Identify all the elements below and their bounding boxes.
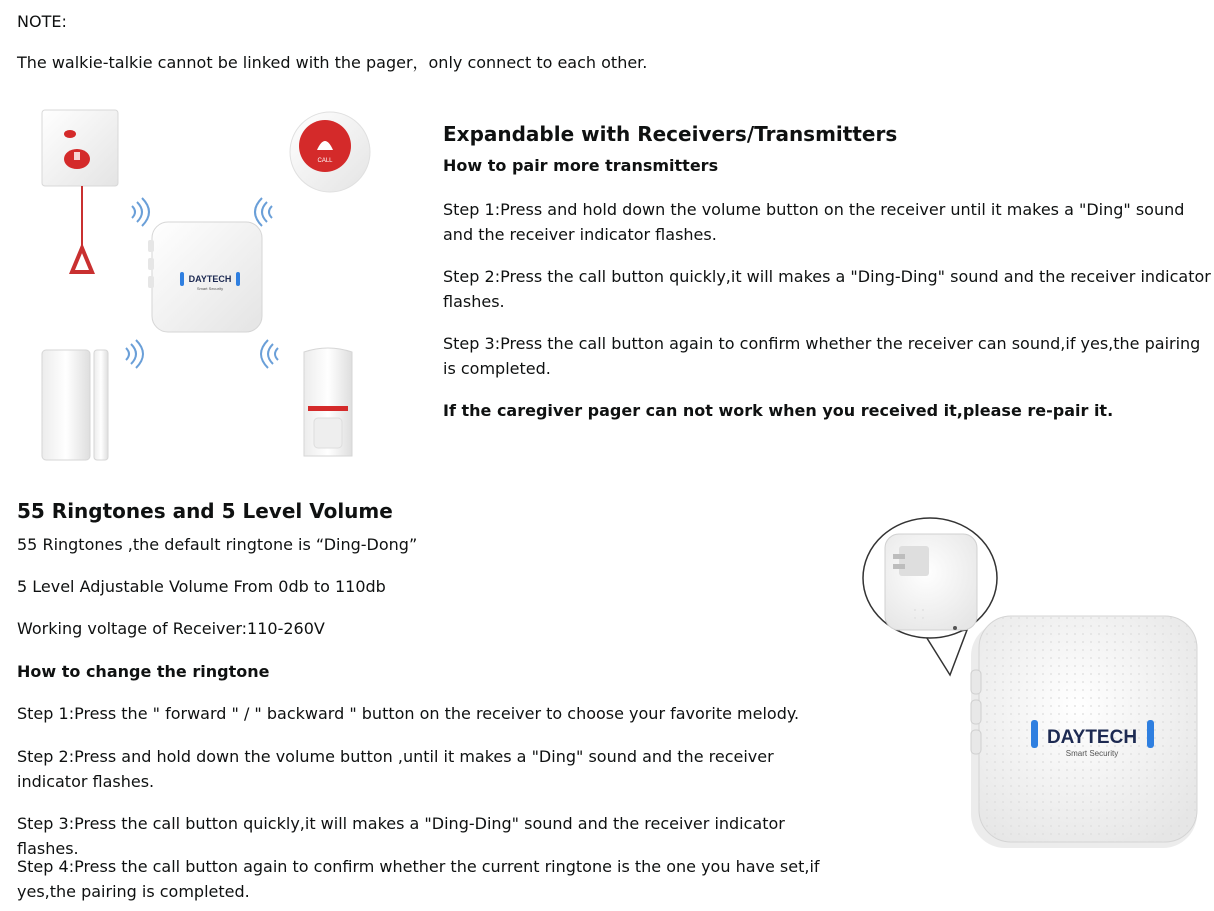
ringtones-heading: 55 Ringtones and 5 Level Volume: [17, 499, 393, 523]
motion-sensor: [304, 348, 352, 456]
product-family-image: [20, 100, 390, 470]
pairing-subheading: How to pair more transmitters: [443, 156, 719, 175]
repair-warning: If the caregiver pager can not work when you received it,please re-pair it.: [443, 401, 1114, 420]
round-call-button: [290, 112, 370, 192]
voltage-info: Working voltage of Receiver:110-260V: [17, 619, 325, 638]
ringtone-step: Step 1:Press the " forward " / " backward " button on the receiver to choose your favorite melody.: [17, 704, 800, 723]
receiver-closeup-image: [855, 510, 1210, 860]
receiver-body: [971, 616, 1197, 848]
volume-info: 5 Level Adjustable Volume From 0db to 110db: [17, 577, 386, 596]
svg-text:Smart Security: Smart Security: [196, 286, 224, 291]
svg-text:DAYTECH: DAYTECH: [1046, 727, 1138, 748]
ringtone-step: Step 2:Press and hold down the volume button ,until it makes a "Ding" sound and the receiver indicator flashes.: [17, 747, 774, 791]
pairing-step: Step 2:Press the call button quickly,it will makes a "Ding-Ding" sound and the receiver indicator flashes.: [443, 267, 1211, 311]
pull-cord-button: [42, 110, 118, 272]
pairing-step: Step 3:Press the call button again to confirm whether the receiver can sound,if yes,the pairing is completed.: [443, 334, 1201, 378]
ringtone-step: Step 4:Press the call button again to confirm whether the current ringtone is the one you have set,if yes,the pairing is completed.: [17, 857, 820, 901]
svg-text:DAYTECH: DAYTECH: [188, 274, 232, 284]
pairing-heading: Expandable with Receivers/Transmitters: [443, 122, 898, 146]
svg-text:CALL: CALL: [317, 158, 333, 164]
ringtone-info: 55 Ringtones ,the default ringtone is “Ding-Dong”: [17, 535, 418, 554]
door-sensor: [42, 350, 108, 460]
note-text: The walkie-talkie cannot be linked with the pager，only connect to each other.: [17, 53, 648, 72]
ringtone-step: Step 3:Press the call button quickly,it will makes a "Ding-Ding" sound and the receiver indicator flashes.: [17, 814, 785, 858]
ringtone-subheading: How to change the ringtone: [17, 662, 270, 681]
receiver-unit: [148, 222, 262, 332]
pairing-step: Step 1:Press and hold down the volume button on the receiver until it makes a "Ding" sound and the receiver indicator flashes.: [443, 200, 1185, 244]
note-label: NOTE:: [17, 12, 67, 31]
svg-text:Smart Security: Smart Security: [1065, 749, 1119, 758]
